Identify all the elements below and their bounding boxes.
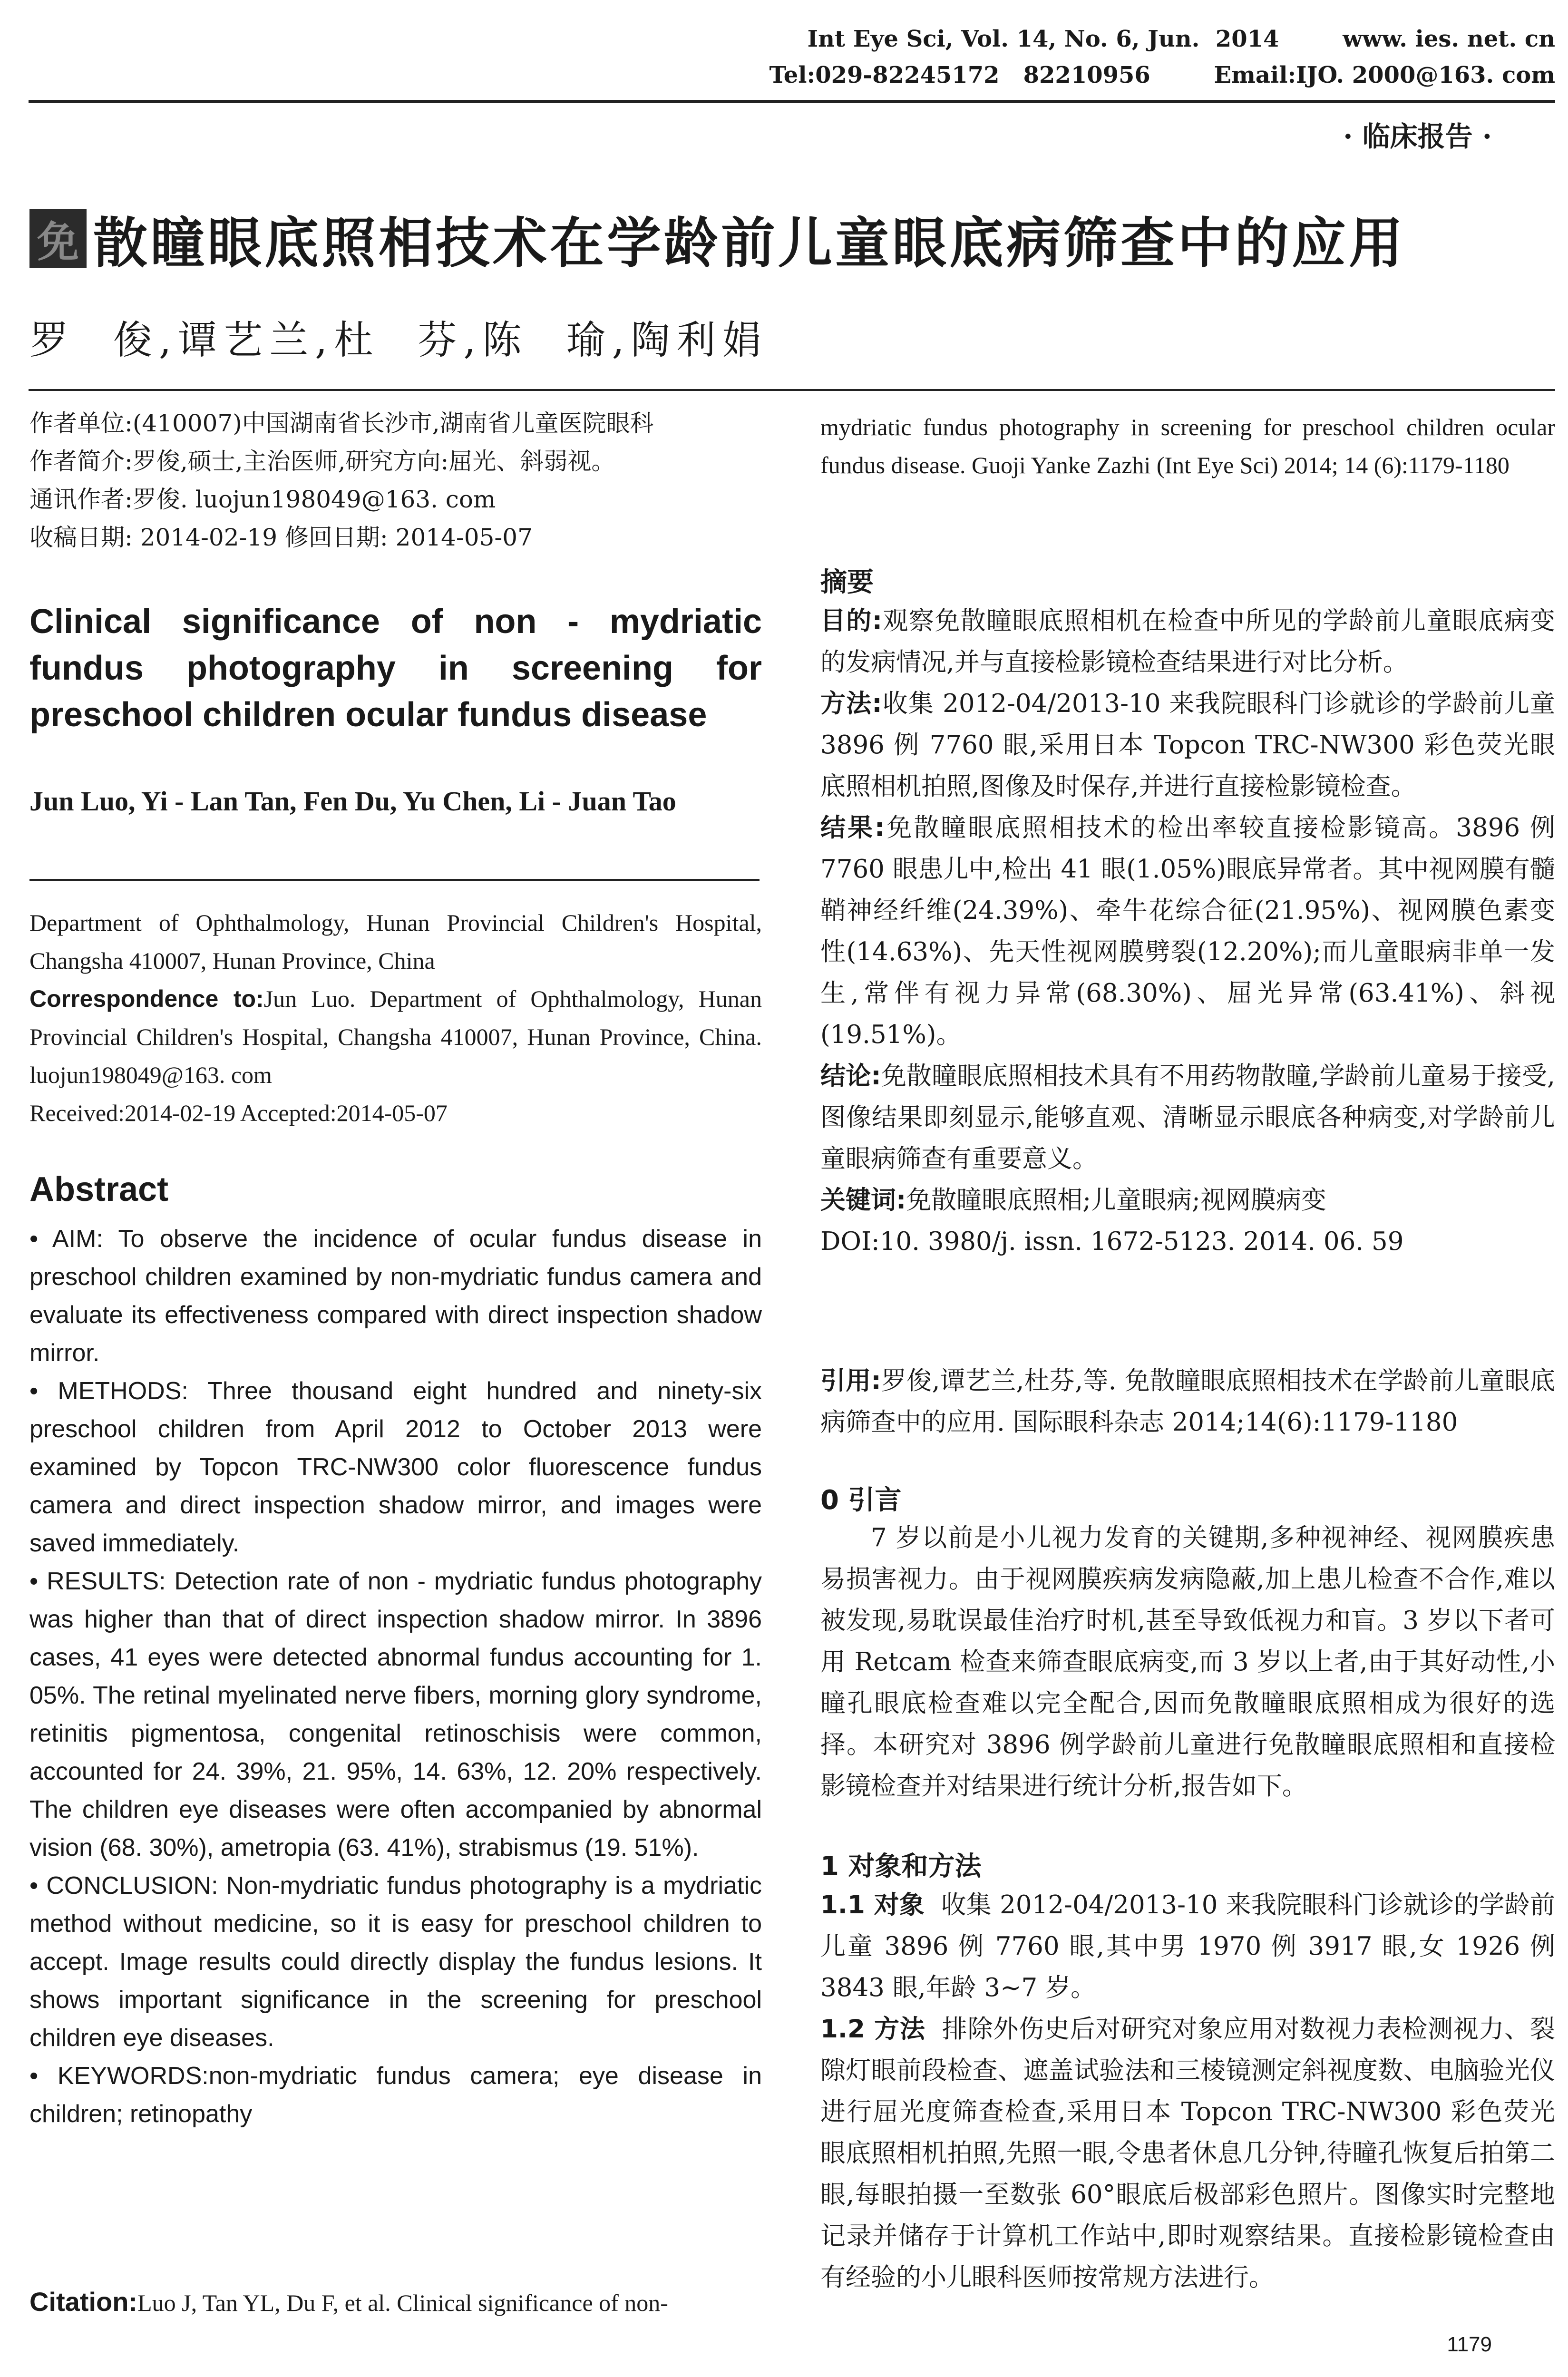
intro-paragraph: 7 岁以前是小儿视力发育的关键期,多种视神经、视网膜疾患易损害视力。由于视网膜疾病发病隐蔽,加上患儿检查不合作,难以被发现,易耽误最佳治疗时机,甚至导致低视力和盲。3 岁以下者可用 Retcam 检查来筛查眼底病变,而 3 岁以上者,由于其好动性,小瞳孔眼底检查难以完全配合,因而免散瞳眼底照相成为很好的选择。本研究对 3896 例学龄前儿童进行免散瞳眼底照相和直接检影镜检查并对结果进行统计分析,报告如下。: [820, 1523, 1555, 1801]
citation-label: Citation:: [29, 2287, 138, 2317]
abstract-methods: • METHODS: Three thousand eight hundred and ninety-six preschool children from April 2012 to October 2013 were examined by Topcon TRC-NW300 color fluorescence fundus camera and direct inspection shadow mirror, and images were saved immediately.: [29, 1377, 762, 1557]
citation-text: Luo J, Tan YL, Du F, et al. Clinical significance of non-: [137, 2289, 668, 2316]
chinese-citation: [820, 1360, 1555, 1443]
info-affiliation: 作者单位:(410007)中国湖南省长沙市,湖南省儿童医院眼科: [29, 409, 654, 437]
info-correspondence: 通讯作者:罗俊. luojun198049@163. com: [29, 486, 496, 513]
correspondence-text: Jun Luo. Department of Ophthalmology, Hunan Provincial Children's Hospital, Changsha 410007, Hunan Province, China. luojun198049@163. com: [29, 985, 762, 1088]
journal-header-line2: Tel:029-82245172 82210956 Email:IJO. 2000@163. com: [769, 62, 1555, 88]
header-rule: [29, 100, 1555, 103]
methods-body: [820, 1884, 1555, 2298]
cite-label: 引用:: [820, 1366, 881, 1395]
purpose-label: 目的:: [820, 606, 883, 635]
objects-text: 收集 2012-04/2013-10 来我院眼科门诊就诊的学龄前儿童 3896 例 7760 眼,其中男 1970 例 3917 眼,女 1926 例 3843 眼,年龄 3~7 岁。: [820, 1890, 1556, 2002]
correspondence-label: Correspondence to:: [29, 985, 264, 1012]
objects-label: 1.1 对象: [820, 1890, 925, 1919]
abstract-keywords: • KEYWORDS:non-mydriatic fundus camera; eye disease in children; retinopathy: [29, 2062, 762, 2128]
objects-paragraph: [820, 1884, 1555, 2008]
keywords-label: 关键词:: [820, 1186, 906, 1215]
info-bio: 作者简介:罗俊,硕士,主治医师,研究方向:屈光、斜弱视。: [29, 448, 615, 475]
abstract-results-zh: [820, 807, 1555, 1055]
abstract-methods-zh: [820, 683, 1555, 807]
conclusion-text: 免散瞳眼底照相技术具有不用药物散瞳,学龄前儿童易于接受,图像结果即刻显示,能够直观、清晰显示眼底各种病变,对学龄前儿童眼病筛查有重要意义。: [820, 1062, 1555, 1173]
methods-heading: 1 对象和方法: [820, 1851, 982, 1882]
results-label: 结果:: [820, 813, 885, 842]
page-number: 1179: [1447, 2333, 1492, 2356]
citation-block: [29, 2283, 762, 2322]
intro-heading: 0 引言: [820, 1485, 902, 1516]
abstract-conclusion-zh: [820, 1055, 1555, 1179]
title-rule: [29, 389, 1555, 391]
purpose-text: 观察免散瞳眼底照相机在检查中所见的学龄前儿童眼底病变的发病情况,并与直接检影镜检查结果进行对比分析。: [820, 606, 1556, 677]
doi: DOI:10. 3980/j. issn. 1672-5123. 2014. 06. 59: [820, 1227, 1404, 1256]
english-abstract: [29, 1220, 762, 2133]
chinese-abstract: [820, 600, 1555, 1262]
english-authors: Jun Luo, Yi - Lan Tan, Fen Du, Yu Chen, Li - Juan Tao: [29, 786, 676, 817]
info-dates: 收稿日期: 2014-02-19 修回日期: 2014-05-07: [29, 524, 533, 551]
title-row: [29, 200, 1406, 278]
method-paragraph: [820, 2008, 1555, 2298]
abstract-heading: Abstract: [29, 1170, 169, 1208]
keywords-text: 免散瞳眼底照相;儿童眼病;视网膜病变: [906, 1186, 1326, 1215]
journal-header-line1: Int Eye Sci, Vol. 14, No. 6, Jun. 2014 www. ies. net. cn: [807, 26, 1555, 52]
abstract-conclusion: • CONCLUSION: Non-mydriatic fundus photography is a mydriatic method without medicine, so it is easy for preschool children to accept. Image results could directly display the fundus lesions. It shows important significance in the screening for preschool children eye diseases.: [29, 1872, 762, 2052]
affiliation-rule: [29, 879, 760, 881]
abstract-aim: • AIM: To observe the incidence of ocular fundus disease in preschool children examined by non-mydriatic fundus camera and evaluate its effectiveness compared with direct inspection shadow mirror.: [29, 1225, 762, 1367]
intro-body: [820, 1517, 1555, 1807]
method-label: 1.2 方法: [820, 2015, 925, 2044]
conclusion-label: 结论:: [820, 1062, 881, 1091]
chinese-abstract-heading: 摘要: [820, 567, 874, 598]
received-accepted: Received:2014-02-19 Accepted:2014-05-07: [29, 1100, 448, 1126]
title-mark: 免: [29, 209, 87, 268]
abstract-purpose: [820, 600, 1555, 683]
english-correspondence: [29, 980, 762, 1094]
methods-text: 收集 2012-04/2013-10 来我院眼科门诊就诊的学龄前儿童 3896 例 7760 眼,采用日本 Topcon TRC-NW300 彩色荧光眼底照相机拍照,图像及时保存,并进行直接检影镜检查。: [820, 689, 1555, 801]
paper-title: 散瞳眼底照相技术在学龄前儿童眼底病筛查中的应用: [93, 212, 1406, 275]
author-list: 罗 俊,谭艺兰,杜 芬,陈 瑜,陶利娟: [29, 318, 768, 363]
section-label: · 临床报告 ·: [1343, 120, 1492, 153]
left-column: [29, 404, 762, 556]
abstract-keywords-zh: [820, 1179, 1555, 1221]
english-title: Clinical significance of non - mydriatic fundus photography in screening for preschool children ocular fundus disease: [29, 603, 762, 734]
results-text: 免散瞳眼底照相技术的检出率较直接检影镜高。3896 例 7760 眼患儿中,检出 41 眼(1.05%)眼底异常者。其中视网膜有髓鞘神经纤维(24.39%)、牵牛花综合征(21.95%)、视网膜色素变性(14.63%)、先天性视网膜劈裂(12.20%);而儿童眼病非单一发生,常伴有视力异常(68.30%)、屈光异常(63.41%)、斜视(19.51%)。: [820, 813, 1555, 1049]
cite-text: 罗俊,谭艺兰,杜芬,等. 免散瞳眼底照相技术在学龄前儿童眼底病筛查中的应用. 国际眼科杂志 2014;14(6):1179-1180: [820, 1366, 1555, 1437]
author-info: [29, 404, 762, 556]
english-affiliation: Department of Ophthalmology, Hunan Provincial Children's Hospital, Changsha 410007, Hunan Province, China: [29, 909, 762, 974]
citation-continuation: mydriatic fundus photography in screening for preschool children ocular fundus disease. Guoji Yanke Zazhi (Int Eye Sci) 2014; 14 (6):1179-1180: [820, 414, 1555, 478]
method-text: 排除外伤史后对研究对象应用对数视力表检测视力、裂隙灯眼前段检查、遮盖试验法和三棱镜测定斜视度数、电脑验光仪进行屈光度筛查检查,采用日本 Topcon TRC-NW300 彩色荧光眼底照相机拍照,先照一眼,令患者休息几分钟,待瞳孔恢复后拍第二眼,每眼拍摄一至数张 60°眼底后极部彩色照片。图像实时完整地记录并储存于计算机工作站中,即时观察结果。直接检影镜检查由有经验的小儿眼科医师按常规方法进行。: [820, 2015, 1556, 2292]
abstract-results: • RESULTS: Detection rate of non - mydriatic fundus photography was higher than that of direct inspection shadow mirror. In 3896 cases, 41 eyes were detected abnormal fundus accounting for 1. 05%. The retinal myelinated nerve fibers, morning glory syndrome, retinitis pigmentosa, congenital retinoschisis were common, accounted for 24. 39%, 21. 95%, 14. 63%, 12. 20% respectively. The children eye diseases were often accompanied by abnormal vision (68. 30%), ametropia (63. 41%), strabismus (19. 51%).: [29, 1568, 762, 1861]
affiliation-block: [29, 904, 762, 1132]
methods-label: 方法:: [820, 689, 882, 718]
